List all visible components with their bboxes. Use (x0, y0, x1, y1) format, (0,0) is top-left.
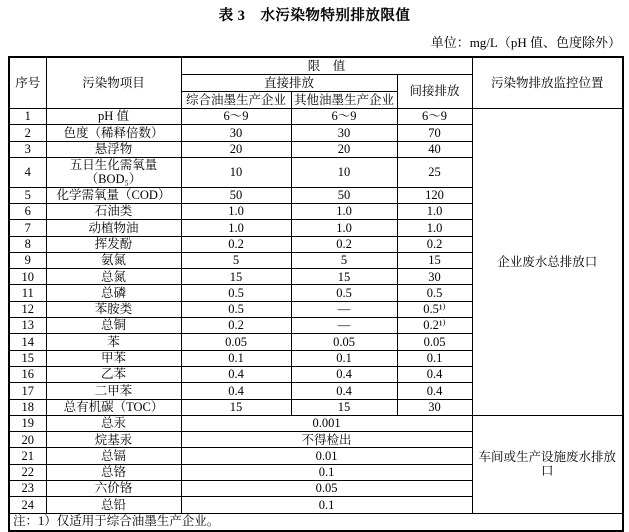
limit-value-cell: 30 (181, 125, 291, 141)
pollutant-name-cell: 总汞 (46, 415, 181, 431)
page-title: 表 3 水污染物特别排放限值 (218, 8, 411, 24)
limit-value-cell: 1.0 (181, 220, 291, 236)
limit-value-cell: 40 (397, 141, 472, 157)
limit-value-cell: 15 (181, 269, 291, 285)
row-number-cell: 22 (9, 464, 46, 480)
limit-value-cell: 1.0 (181, 203, 291, 219)
row-number-cell: 2 (9, 125, 46, 141)
limit-value-cell: 6～9 (181, 109, 291, 125)
row-number-cell: 21 (9, 448, 46, 464)
row-number-cell: 15 (9, 350, 46, 366)
limit-value-cell: 0.5 (181, 285, 291, 301)
table-row (9, 415, 623, 431)
limit-value-cell: 0.1 (397, 350, 472, 366)
pollutant-name-cell: 苯胺类 (46, 301, 181, 317)
row-number-cell: 8 (9, 236, 46, 252)
limit-value-cell: 0.05 (397, 334, 472, 350)
pollutant-name-cell: 悬浮物 (46, 141, 181, 157)
limit-value-cell: 0.01 (181, 448, 472, 464)
limit-value-cell: 1.0 (397, 220, 472, 236)
limit-value-cell: 0.5 (181, 301, 291, 317)
unit-note: 单位：mg/L（pH 值、色度除外） (430, 35, 621, 50)
row-number-cell: 7 (9, 220, 46, 236)
pollutant-name-cell: 乙苯 (46, 366, 181, 382)
limit-value-cell: 0.001 (181, 415, 472, 431)
limit-value-cell: 50 (291, 187, 397, 203)
header-indirect: 间接排放 (397, 75, 472, 109)
row-number-cell: 1 (9, 109, 46, 125)
limit-value-cell: 5 (181, 252, 291, 268)
pollutant-name-cell: 总氮 (46, 269, 181, 285)
pollutant-name-cell: 二甲苯 (46, 383, 181, 399)
limit-value-cell: 50 (181, 187, 291, 203)
pollutant-name-cell: 石油类 (46, 203, 181, 219)
limit-value-cell: 15 (291, 269, 397, 285)
limit-value-cell: 5 (291, 252, 397, 268)
limit-value-cell: 15 (181, 399, 291, 415)
limit-value-cell: 0.4 (397, 383, 472, 399)
limit-value-cell: 120 (397, 187, 472, 203)
limit-value-cell: 0.2 (397, 236, 472, 252)
row-number-cell: 13 (9, 318, 46, 334)
footnote-cell: 注：1）仅适用于综合油墨生产企业。 (9, 513, 623, 531)
pollutant-name-cell: 总铅 (46, 497, 181, 513)
limit-value-cell: 0.2 (181, 318, 291, 334)
header-limit: 限 值 (181, 57, 472, 75)
limit-value-cell: — (291, 318, 397, 334)
row-number-cell: 5 (9, 187, 46, 203)
limit-value-cell: 0.05 (181, 334, 291, 350)
header-other: 其他油墨生产企业 (291, 92, 397, 109)
row-number-cell: 3 (9, 141, 46, 157)
limit-value-cell: 0.2 (181, 236, 291, 252)
pollutant-name-cell: 甲苯 (46, 350, 181, 366)
limit-value-cell: 15 (291, 399, 397, 415)
row-number-cell: 23 (9, 480, 46, 496)
limit-value-cell: 6～9 (291, 109, 397, 125)
pollutant-name-cell: 总磷 (46, 285, 181, 301)
pollutant-name-cell: 挥发酚 (46, 236, 181, 252)
pollutant-name-cell: 五日生化需氧量（BOD₅） (46, 157, 181, 187)
pollutant-name-cell: 总铬 (46, 464, 181, 480)
row-number-cell: 6 (9, 203, 46, 219)
limit-value-cell: 0.1 (181, 464, 472, 480)
header-pollutant: 污染物项目 (46, 57, 181, 109)
limit-value-cell: 0.2¹⁾ (397, 318, 472, 334)
pollutant-name-cell: 总铜 (46, 318, 181, 334)
monitoring-location-cell: 车间或生产设施废水排放口 (472, 415, 623, 513)
limit-value-cell: 20 (181, 141, 291, 157)
table-row (9, 109, 623, 125)
limit-value-cell: 0.1 (181, 497, 472, 513)
limit-value-cell: 10 (291, 157, 397, 187)
pollutant-name-cell: 化学需氧量（COD） (46, 187, 181, 203)
limit-value-cell: 15 (397, 252, 472, 268)
limit-value-cell: 0.4 (291, 383, 397, 399)
limit-value-cell: 30 (291, 125, 397, 141)
row-number-cell: 12 (9, 301, 46, 317)
row-number-cell: 4 (9, 157, 46, 187)
table-footer (9, 513, 623, 531)
row-number-cell: 9 (9, 252, 46, 268)
limit-value-cell: 70 (397, 125, 472, 141)
row-number-cell: 17 (9, 383, 46, 399)
table-header (9, 57, 623, 109)
footnote-row (9, 513, 623, 531)
pollutant-name-cell: 氨氮 (46, 252, 181, 268)
pollutant-name-cell: 六价铬 (46, 480, 181, 496)
pollutant-name-cell: 苯 (46, 334, 181, 350)
limit-value-cell: 1.0 (397, 203, 472, 219)
limit-value-cell: 0.4 (181, 366, 291, 382)
limit-value-cell: 1.0 (291, 203, 397, 219)
limit-value-cell: 0.5 (291, 285, 397, 301)
row-number-cell: 19 (9, 415, 46, 431)
limit-value-cell: 0.5 (397, 285, 472, 301)
limit-value-cell: — (291, 301, 397, 317)
pollutant-name-cell: pH 值 (46, 109, 181, 125)
limit-value-cell: 1.0 (291, 220, 397, 236)
limit-value-cell: 0.4 (397, 366, 472, 382)
limit-value-cell: 0.4 (181, 383, 291, 399)
header-seq: 序号 (9, 57, 46, 109)
header-direct: 直接排放 (181, 75, 397, 92)
pollutant-name-cell: 烷基汞 (46, 432, 181, 448)
pollutant-limits-table (8, 56, 624, 532)
row-number-cell: 11 (9, 285, 46, 301)
row-number-cell: 20 (9, 432, 46, 448)
limit-value-cell: 10 (181, 157, 291, 187)
limit-value-cell: 不得检出 (181, 432, 472, 448)
header-row-1 (9, 57, 623, 75)
limit-value-cell: 25 (397, 157, 472, 187)
limit-value-cell: 0.05 (291, 334, 397, 350)
table-body (9, 109, 623, 514)
limit-value-cell: 0.4 (291, 366, 397, 382)
pollutant-name-cell: 总镉 (46, 448, 181, 464)
limit-value-cell: 0.1 (181, 350, 291, 366)
monitoring-location-cell: 企业废水总排放口 (472, 109, 623, 416)
pollutant-name-cell: 总有机碳（TOC） (46, 399, 181, 415)
limit-value-cell: 0.05 (181, 480, 472, 496)
limit-value-cell: 6～9 (397, 109, 472, 125)
row-number-cell: 18 (9, 399, 46, 415)
limit-value-cell: 0.5¹⁾ (397, 301, 472, 317)
header-comprehensive: 综合油墨生产企业 (181, 92, 291, 109)
header-monitoring: 污染物排放监控位置 (472, 57, 623, 109)
row-number-cell: 14 (9, 334, 46, 350)
row-number-cell: 24 (9, 497, 46, 513)
row-number-cell: 10 (9, 269, 46, 285)
limit-value-cell: 20 (291, 141, 397, 157)
limit-value-cell: 0.2 (291, 236, 397, 252)
pollutant-name-cell: 动植物油 (46, 220, 181, 236)
row-number-cell: 16 (9, 366, 46, 382)
limit-value-cell: 30 (397, 269, 472, 285)
pollutant-name-cell: 色度（稀释倍数） (46, 125, 181, 141)
limit-value-cell: 30 (397, 399, 472, 415)
limit-value-cell: 0.1 (291, 350, 397, 366)
